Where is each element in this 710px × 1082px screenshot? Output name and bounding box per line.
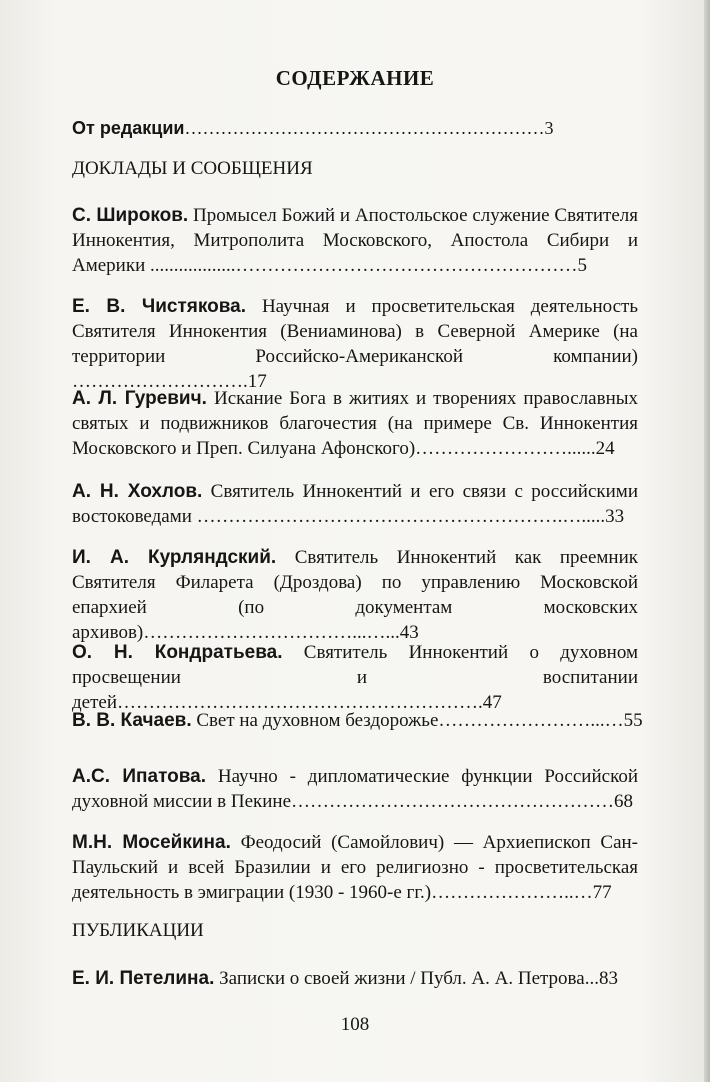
toc-leader-dots: ……………………......: [415, 438, 596, 459]
toc-page-number: 55: [623, 710, 643, 731]
toc-page-number: 5: [577, 255, 587, 276]
page-edge-shadow: [704, 0, 710, 1082]
toc-page-number: 3: [544, 118, 554, 138]
page-title: СОДЕРЖАНИЕ: [275, 66, 435, 90]
toc-author: И. А. Курляндский.: [72, 547, 277, 568]
toc-leader-dots: ………………………………………………….….....: [191, 506, 606, 527]
toc-editorial-label: От редакции: [72, 118, 185, 138]
toc-page-number: 77: [592, 882, 612, 903]
section-heading-publications: ПУБЛИКАЦИИ: [72, 920, 204, 941]
toc-entry-1[interactable]: [72, 203, 638, 278]
toc-title: Свет на духовном бездорожье: [196, 710, 439, 731]
toc-entry-editorial[interactable]: [72, 116, 638, 141]
toc-title: Искание Бога в житиях и творениях православных святых и подвижников благочестия (на примере Св. Иннокентия Московского и Преп. Силуана Афонского): [72, 388, 639, 459]
toc-author: О. Н. Кондратьева.: [72, 642, 283, 663]
toc-leader-dots: ……………………….: [72, 371, 248, 392]
toc-title: Промысел Божий и Апостольское служение Святителя Иннокентия, Митрополита Московского, Апостола Сибири и Америки: [72, 205, 638, 276]
toc-author: Е. В. Чистякова.: [72, 296, 246, 317]
toc-title: Записки о своей жизни / Публ. А. А. Петрова...: [219, 968, 599, 989]
toc-entry-9[interactable]: [72, 830, 638, 905]
toc-author: М.Н. Мосейкина.: [72, 832, 231, 853]
toc-title: Святитель Иннокентий и его связи с российскими востоковедами: [72, 481, 638, 527]
toc-leader-dots: ..................………………………………………………: [145, 255, 578, 276]
toc-leader-dots: ……………………………...…...: [143, 622, 400, 643]
toc-entry-3[interactable]: [72, 386, 638, 461]
toc-leader-dots: …………………..…: [431, 882, 593, 903]
toc-leader-dots: ……………………………………………: [291, 791, 615, 812]
toc-author: А. Н. Хохлов.: [72, 481, 203, 502]
toc-title: Научная и просветительская деятельность Святителя Иннокентия (Вениаминова) в Северной Америке (на территории Российско-Американской компании): [72, 296, 639, 367]
toc-entry-8[interactable]: [72, 764, 638, 814]
toc-leader-dots: ……………………………………………………: [184, 118, 545, 138]
toc-page-number: 47: [482, 692, 502, 713]
toc-author: А. Л. Гуревич.: [72, 388, 207, 409]
toc-page-number: 68: [614, 791, 634, 812]
toc-leader-dots: ……………………...…: [438, 710, 624, 731]
toc-entry-publication[interactable]: [72, 966, 638, 991]
toc-title: Научно - дипломатические функции Российской духовной миссии в Пекине: [72, 766, 638, 812]
toc-entry-2[interactable]: [72, 294, 638, 394]
toc-page-number: 24: [595, 438, 615, 459]
toc-author: С. Широков.: [72, 205, 189, 226]
toc-entry-5[interactable]: [72, 545, 638, 645]
toc-author: Е. И. Петелина.: [72, 968, 215, 989]
toc-entry-6[interactable]: [72, 640, 638, 715]
toc-entry-7[interactable]: [72, 708, 643, 733]
toc-page-number: 43: [399, 622, 419, 643]
section-heading-reports: ДОКЛАДЫ И СООБЩЕНИЯ: [72, 158, 313, 179]
toc-page-number: 33: [605, 506, 625, 527]
toc-page-number: 17: [247, 371, 267, 392]
toc-leader-dots: ………………………………………………….: [117, 692, 483, 713]
toc-title: Феодосий (Самойлович) — Архиепископ Сан-Паульский и всей Бразилии и его религиозно - просветительская деятельность в эмиграции (1930 - 1960-е гг.): [72, 832, 638, 903]
toc-title: Святитель Иннокентий как преемник Святителя Филарета (Дроздова) по управлению Московской епархией (по документам московских архивов): [72, 547, 639, 643]
toc-entry-4[interactable]: [72, 479, 638, 529]
toc-author: В. В. Качаев.: [72, 710, 192, 731]
toc-page-number: 83: [598, 968, 618, 989]
page-number: 108: [340, 1014, 370, 1035]
toc-title: Святитель Иннокентий о духовном просвещении и воспитании детей: [72, 642, 639, 713]
toc-author: А.С. Ипатова.: [72, 766, 207, 787]
